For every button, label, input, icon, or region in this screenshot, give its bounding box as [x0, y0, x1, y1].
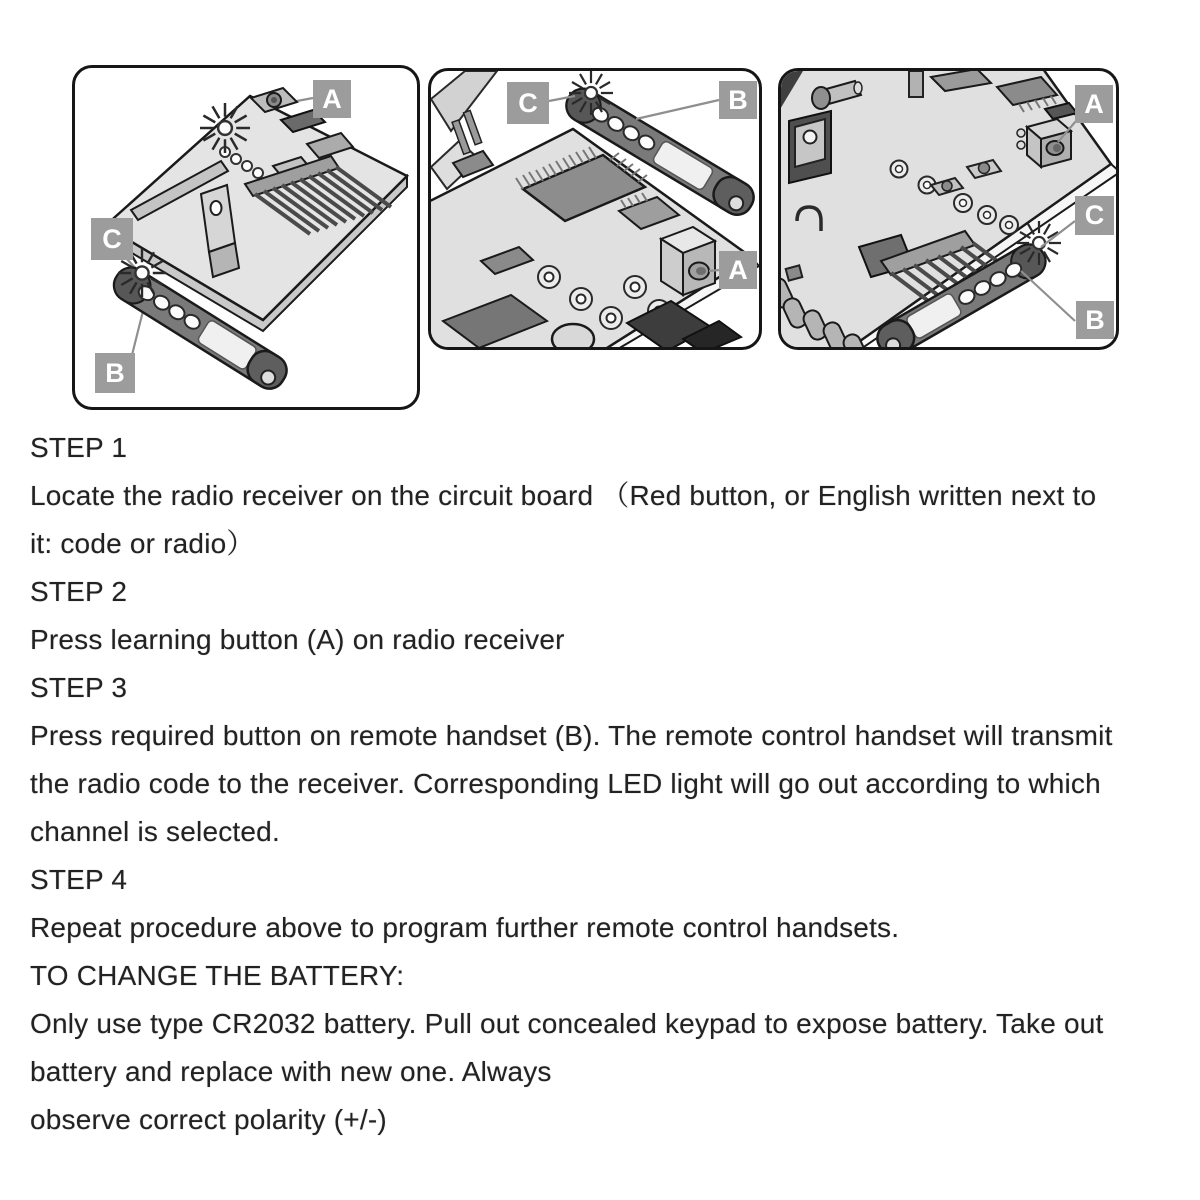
- instruction-text: [30, 424, 1196, 1144]
- step-3-body-line-2: the radio code to the receiver. Corresponding LED light will go out according to which: [30, 768, 1101, 799]
- callout-marker-a: A: [1075, 85, 1113, 123]
- panel-3-illustration: [781, 71, 1119, 350]
- circuit-board-icon: [431, 110, 759, 350]
- callout-marker-c: C: [91, 218, 133, 260]
- callout-marker-a: A: [313, 80, 351, 118]
- panel-2: [428, 68, 762, 350]
- step-4-heading: STEP 4: [30, 864, 128, 895]
- callout-marker-b: B: [1076, 301, 1114, 339]
- battery-body-line-2: battery and replace with new one. Always: [30, 1056, 552, 1087]
- callout-marker-c: C: [507, 82, 549, 124]
- panel-1: [72, 65, 420, 410]
- battery-body-line-1: Only use type CR2032 battery. Pull out concealed keypad to expose battery. Take out: [30, 1008, 1104, 1039]
- step-2-heading: STEP 2: [30, 576, 128, 607]
- step-1-body-line-1: Locate the radio receiver on the circuit board （Red button, or English written next to: [30, 480, 1097, 511]
- callout-marker-b: B: [719, 81, 757, 119]
- step-3-body-line-3: channel is selected.: [30, 816, 280, 847]
- step-2-body-line-1: Press learning button (A) on radio receiver: [30, 624, 565, 655]
- panel-2-illustration: [431, 71, 762, 350]
- battery-body-line-3: observe correct polarity (+/-): [30, 1104, 387, 1135]
- step-3-heading: STEP 3: [30, 672, 128, 703]
- learning-button-icon: [661, 227, 715, 295]
- battery-heading: TO CHANGE THE BATTERY:: [30, 960, 405, 991]
- step-4-body-line-1: Repeat procedure above to program further remote control handsets.: [30, 912, 900, 943]
- callout-marker-a: A: [719, 251, 757, 289]
- step-1-body-line-2: it: code or radio）: [30, 528, 255, 559]
- callout-marker-c: C: [1075, 196, 1114, 235]
- panel-3: [778, 68, 1119, 350]
- step-1-heading: STEP 1: [30, 432, 128, 463]
- step-3-body-line-1: Press required button on remote handset (B). The remote control handset will transmit: [30, 720, 1113, 751]
- callout-marker-b: B: [95, 353, 135, 393]
